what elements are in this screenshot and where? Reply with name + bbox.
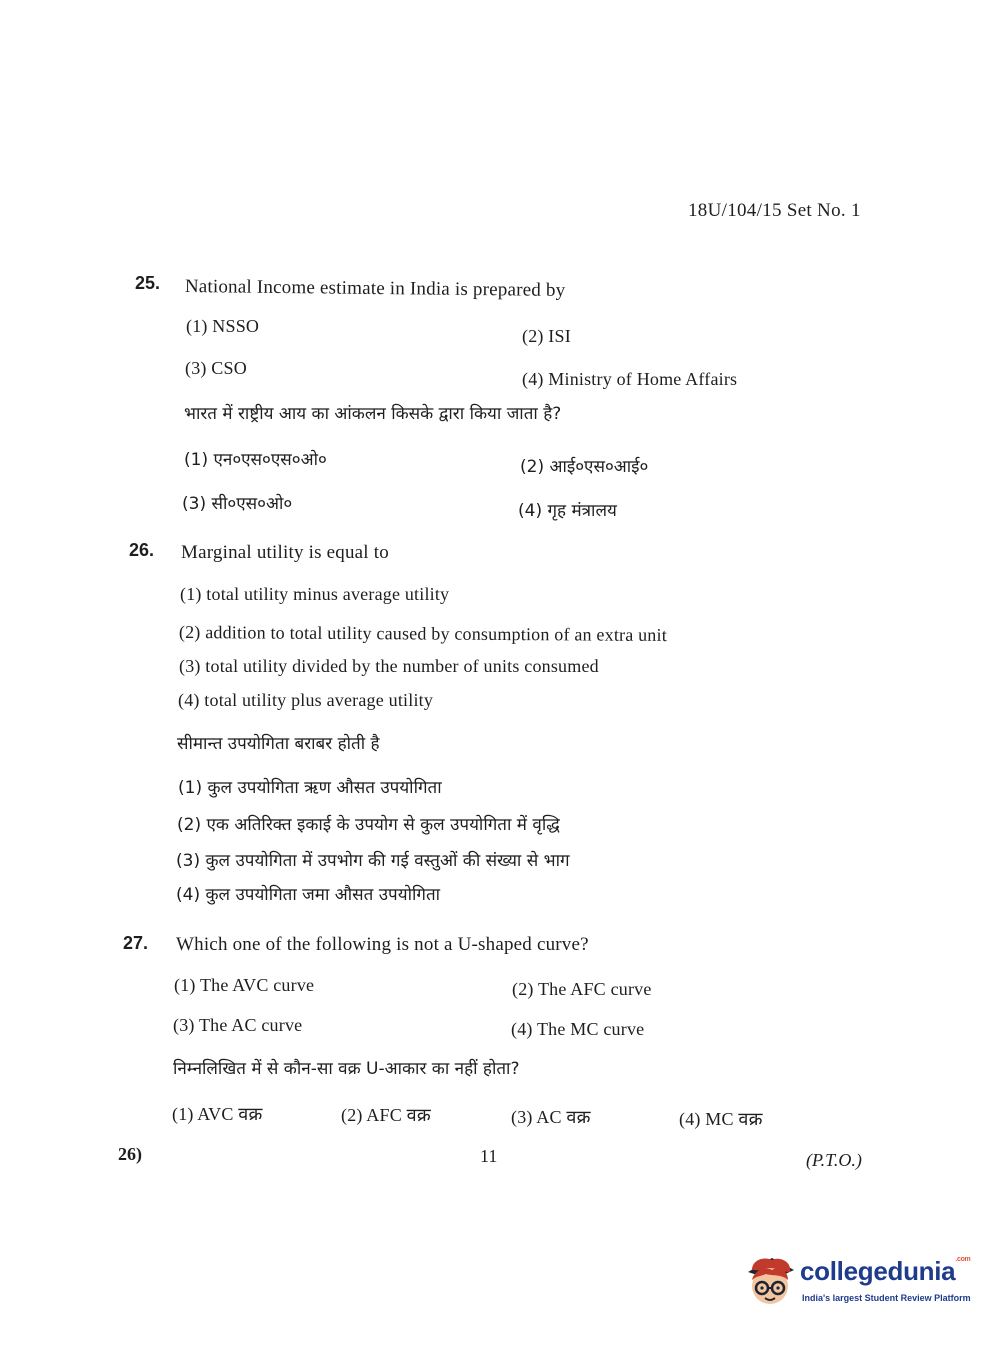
question-27-text-en: Which one of the following is not a U-shaped curve? — [176, 934, 589, 955]
mascot-icon — [742, 1252, 800, 1310]
question-25-text-hi: भारत में राष्ट्रीय आय का आंकलन किसके द्वारा किया जाता है? — [184, 404, 562, 424]
question-26-text-hi: सीमान्त उपयोगिता बराबर होती है — [177, 734, 380, 754]
q26-option-2-hi: (2) एक अतिरिक्त इकाई के उपयोग से कुल उपयोगिता में वृद्धि — [177, 815, 560, 835]
q25-option-4-en: (4) Ministry of Home Affairs — [522, 369, 738, 389]
q26-option-3-en: (3) total utility divided by the number of units consumed — [179, 656, 599, 676]
q27-option-2-hi: (2) AFC वक्र — [341, 1105, 431, 1125]
brand-word: collegedunia — [800, 1256, 956, 1286]
q25-option-4-hi: (4) गृह मंत्रालय — [518, 501, 617, 521]
page-number: 11 — [480, 1146, 498, 1166]
q25-option-3-en: (3) CSO — [185, 358, 247, 378]
question-26-text-en: Marginal utility is equal to — [181, 542, 389, 563]
q27-option-3-hi: (3) AC वक्र — [511, 1107, 591, 1127]
paper-code: 18U/104/15 Set No. 1 — [688, 200, 861, 221]
q26-option-4-hi: (4) कुल उपयोगिता जमा औसत उपयोगिता — [176, 885, 441, 905]
question-25-number: 25. — [135, 273, 161, 293]
q25-option-2-hi: (2) आई०एस०आई० — [520, 457, 649, 477]
brand-name — [800, 1256, 970, 1287]
q26-option-1-en: (1) total utility minus average utility — [180, 584, 450, 604]
question-26-number: 26. — [129, 540, 155, 560]
q27-option-2-en: (2) The AFC curve — [512, 979, 652, 999]
q27-option-1-hi: (1) AVC वक्र — [172, 1104, 263, 1124]
q25-option-3-hi: (3) सी०एस०ओ० — [182, 494, 293, 514]
q25-option-1-en: (1) NSSO — [186, 316, 260, 336]
q26-option-1-hi: (1) कुल उपयोगिता ऋण औसत उपयोगिता — [178, 778, 442, 798]
q27-option-1-en: (1) The AVC curve — [174, 975, 315, 995]
q27-option-4-hi: (4) MC वक्र — [679, 1109, 763, 1129]
q25-option-2-en: (2) ISI — [522, 326, 571, 346]
q26-option-4-en: (4) total utility plus average utility — [178, 690, 434, 710]
collegedunia-watermark — [742, 1252, 972, 1314]
question-27-number: 27. — [123, 933, 149, 953]
question-25-text-en: National Income estimate in India is prepared by — [184, 276, 566, 301]
pto-label: (P.T.O.) — [806, 1150, 862, 1170]
footer-left-code: 26) — [118, 1144, 142, 1164]
q26-option-2-en: (2) addition to total utility caused by consumption of an extra unit — [178, 622, 668, 645]
q27-option-4-en: (4) The MC curve — [511, 1019, 645, 1039]
brand-tagline: India's largest Student Review Platform — [802, 1293, 971, 1303]
q25-option-1-hi: (1) एन०एस०एस०ओ० — [184, 450, 327, 470]
question-27-text-hi: निम्नलिखित में से कौन-सा वक्र U-आकार का नहीं होता? — [173, 1059, 520, 1079]
q26-option-3-hi: (3) कुल उपयोगिता में उपभोग की गई वस्तुओं की संख्या से भाग — [176, 851, 570, 871]
q27-option-3-en: (3) The AC curve — [173, 1015, 303, 1035]
brand-suffix: .com — [955, 1256, 971, 1263]
